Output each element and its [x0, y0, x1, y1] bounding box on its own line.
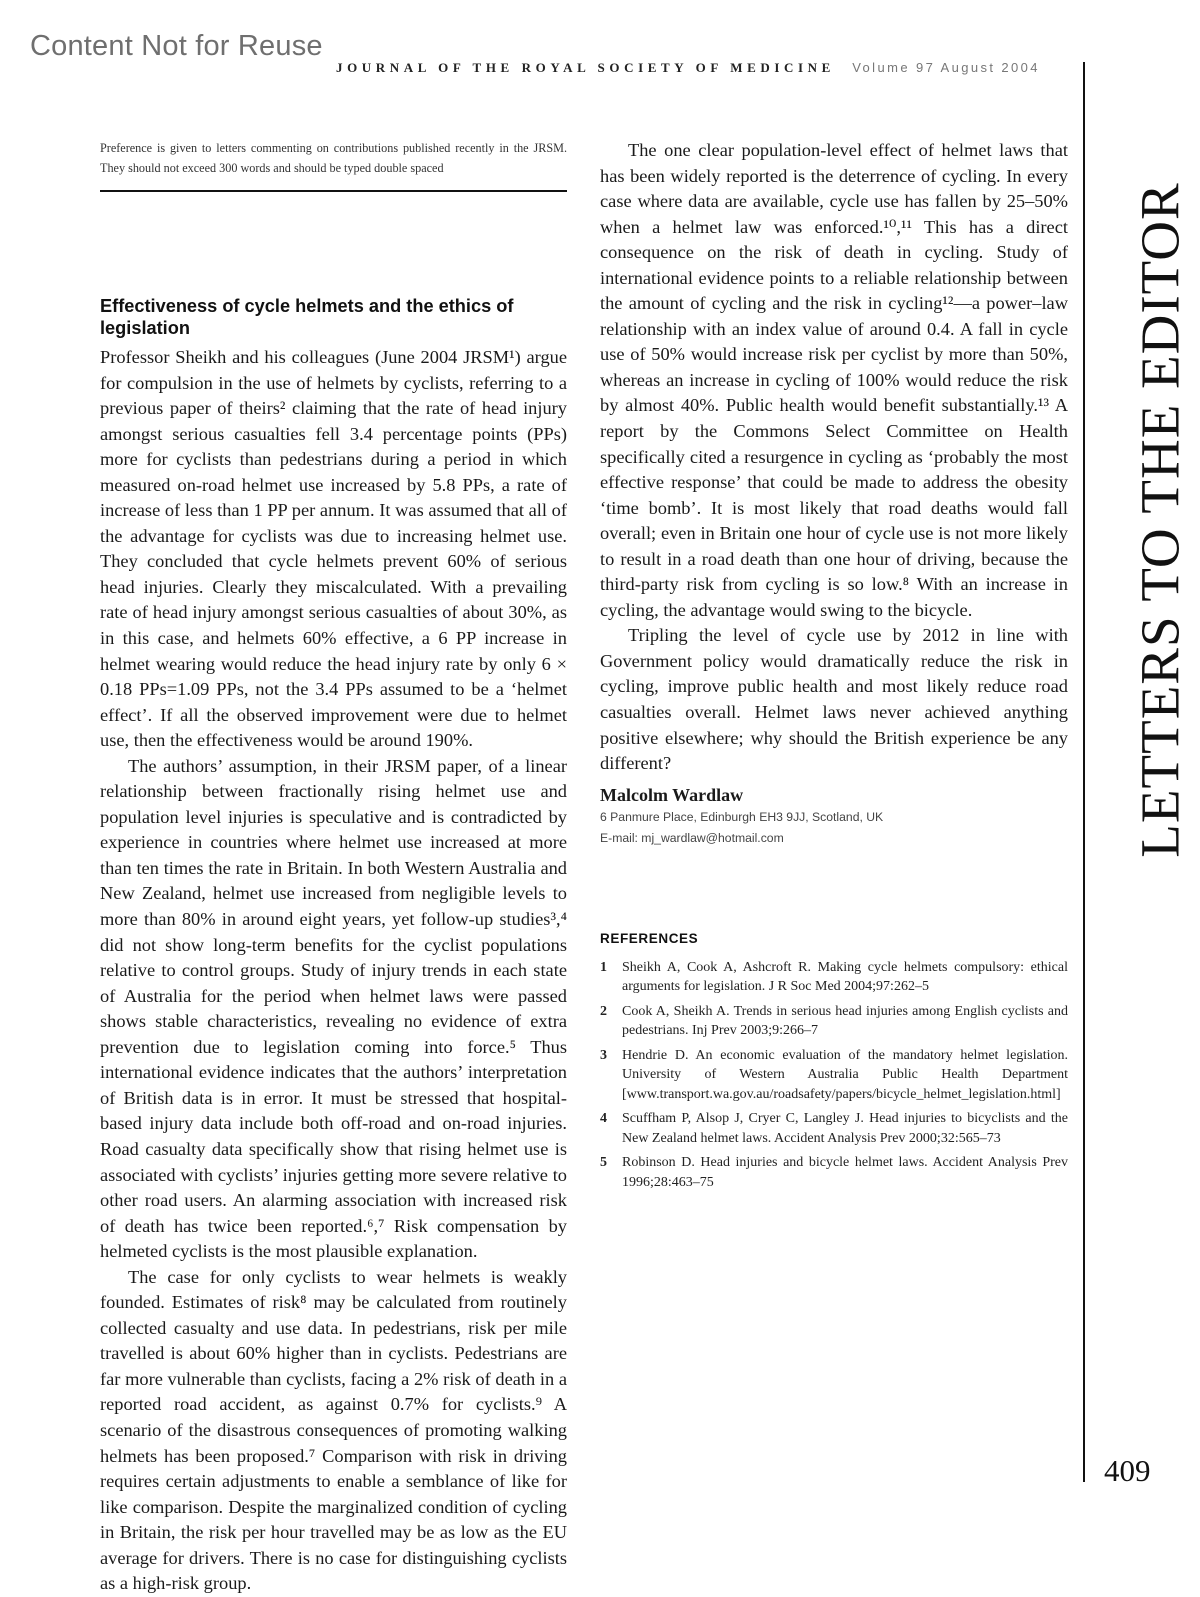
submission-notice: Preference is given to letters commenting on contributions published recently in the JRSM. They should not exceed 300 words and should be typed double spaced — [100, 141, 567, 175]
reference-item — [600, 1046, 1068, 1105]
reference-number: 4 — [600, 1111, 607, 1127]
reference-text: Hendrie D. An economic evaluation of the mandatory helmet legislation. University of Western Australia Public Health Department [www.transport.wa.gov.au/roadsafety/papers/bicycle_helmet_legislation.html] — [622, 1047, 1068, 1102]
author-name: Malcolm Wardlaw — [600, 784, 744, 805]
left-column — [100, 138, 567, 1597]
reference-item — [600, 1153, 1068, 1192]
references-heading: REFERENCES — [600, 930, 699, 946]
reference-item — [600, 1002, 1068, 1041]
reference-item — [600, 1109, 1068, 1148]
reference-text: Sheikh A, Cook A, Ashcroft R. Making cycle helmets compulsory: ethical arguments for legislation. J R Soc Med 2004;97:262–5 — [622, 959, 1068, 995]
letter-paragraph-4: The one clear population-level effect of helmet laws that has been widely reported is the deterrence of cycling. In every case where data are available, cycle use has fallen by 25–50% when a helmet law was enforced.¹⁰,¹¹ This has a direct consequence on the risk of death in cycling. Study of international evidence points to a reliable relationship between the amount of cycling and the risk in cycling¹²—a power–law relationship with an index value of around 0.4. A fall in cycle use of 50% would increase risk per cyclist by more than 50%, whereas an increase in cycling of 100% would reduce the risk by almost 40%. Public health would benefit substantially.¹³ A report by the Commons Select Committee on Health specifically cited a resurgence in cycling as ‘probably the most effective response’ that could be made to address the obesity ‘time bomb’. It is most likely that road deaths would fall overall; even in Britain one hour of cycle use is not more likely to result in a road death than one hour of driving, because the third-party risk from cycling is so low.⁸ With an increase in cycling, the advantage would swing to the bicycle. — [600, 140, 1068, 620]
reference-number: 5 — [600, 1155, 607, 1171]
letter-paragraph-5: Tripling the level of cycle use by 2012 in line with Government policy would dramatically reduce the risk in cycling, improve public health and most likely reduce road casualties overall. Helmet laws never achieved anything positive elsewhere; why should the British experience be any different? — [600, 625, 1068, 774]
vertical-divider — [1083, 62, 1085, 1482]
reference-text: Cook A, Sheikh A. Trends in serious head injuries among English cyclists and pedestrians. Inj Prev 2003;9:266–7 — [622, 1003, 1068, 1039]
watermark: Content Not for Reuse — [30, 30, 323, 62]
letter-paragraph-2: The authors’ assumption, in their JRSM paper, of a linear relationship between fractionally rising helmet use and population level injuries is speculative and is contradicted by experience in countries where helmet use increased at more than ten times the rate in Britain. In both Western Australia and New Zealand, helmet use increased from negligible levels to more than 80% in around eight years, yet follow-up studies³,⁴ did not show long-term benefits for the cyclist populations relative to control groups. Study of injury trends in each state of Australia for the period when helmet laws were passed shows stable characteristics, revealing no evidence of extra prevention due to legislation coming into force.⁵ Thus international evidence indicates that the authors’ interpretation of British data is in error. It must be stressed that hospital-based injury data include both off-road and on-road injuries. Road casualty data specifically show that rising helmet use is associated with cyclists’ injuries getting more severe relative to other road users. An alarming association with increased risk of death has twice been reported.⁶,⁷ Risk compensation by helmeted cyclists is the most plausible explanation. — [100, 755, 567, 1262]
notice-divider — [100, 190, 567, 192]
running-head — [336, 60, 1076, 76]
reference-number: 1 — [600, 959, 607, 975]
section-title: LETTERS TO THE EDITOR — [1129, 182, 1191, 858]
page-number: 409 — [1104, 1453, 1151, 1488]
reference-number: 3 — [600, 1047, 607, 1063]
references-list — [600, 958, 1068, 1193]
reference-item — [600, 958, 1068, 997]
right-column — [600, 138, 1068, 1197]
author-address: 6 Panmure Place, Edinburgh EH3 9JJ, Scotland, UK — [600, 809, 884, 824]
reference-text: Scuffham P, Alsop J, Cryer C, Langley J. Head injuries to bicyclists and the New Zealand helmet laws. Accident Analysis Prev 2000;32:565–73 — [622, 1111, 1068, 1146]
letter-title: Effectiveness of cycle helmets and the ethics of legislation — [100, 296, 514, 338]
letter-paragraph-1: Professor Sheikh and his colleagues (June 2004 JRSM¹) argue for compulsion in the use of helmets by cyclists, referring to a previous paper of theirs² claiming that the rate of head injury amongst serious casualties fell 3.4 percentage points (PPs) more for cyclists than pedestrians during a period in which measured on-road helmet use increased by 5.8 PPs, a rate of increase of less than 1 PP per annum. It was assumed that all of the advantage for cyclists was due to increasing helmet use. They concluded that cycle helmets prevent 60% of serious head injuries. Clearly they miscalculated. With a prevailing rate of head injury amongst serious casualties of about 30%, as in this case, and helmets 60% effective, a 6 PP increase in helmet wearing would reduce the head injury rate by only 6 × 0.18 PPs=1.09 PPs, not the 3.4 PPs assumed to be a ‘helmet effect’. If all the observed improvement were due to helmet use, then the effectiveness would be around 190%. — [100, 347, 567, 751]
reference-number: 2 — [600, 1003, 607, 1019]
issue-info: Volume 97 August 2004 — [852, 60, 1040, 75]
reference-text: Robinson D. Head injuries and bicycle helmet laws. Accident Analysis Prev 1996;28:463–75 — [622, 1155, 1068, 1190]
journal-name: JOURNAL OF THE ROYAL SOCIETY OF MEDICINE — [336, 60, 835, 75]
letter-paragraph-3: The case for only cyclists to wear helmets is weakly founded. Estimates of risk⁸ may be calculated from routinely collected casualty and use data. In pedestrians, risk per mile travelled is about 60% higher than in cyclists. Pedestrians are far more vulnerable than cyclists, facing a 2% risk of death in a reported road accident, as against 0.7% for cyclists.⁹ A scenario of the disastrous consequences of promoting walking helmets has been proposed.⁷ Comparison with risk in driving requires certain adjustments to enable a semblance of like for like comparison. Despite the marginalized condition of cycling in Britain, the risk per hour travelled may be as low as the EU average for drivers. There is no case for distinguishing cyclists as a high-risk group. — [100, 1266, 567, 1594]
author-email: E-mail: mj_wardlaw@hotmail.com — [600, 830, 784, 845]
